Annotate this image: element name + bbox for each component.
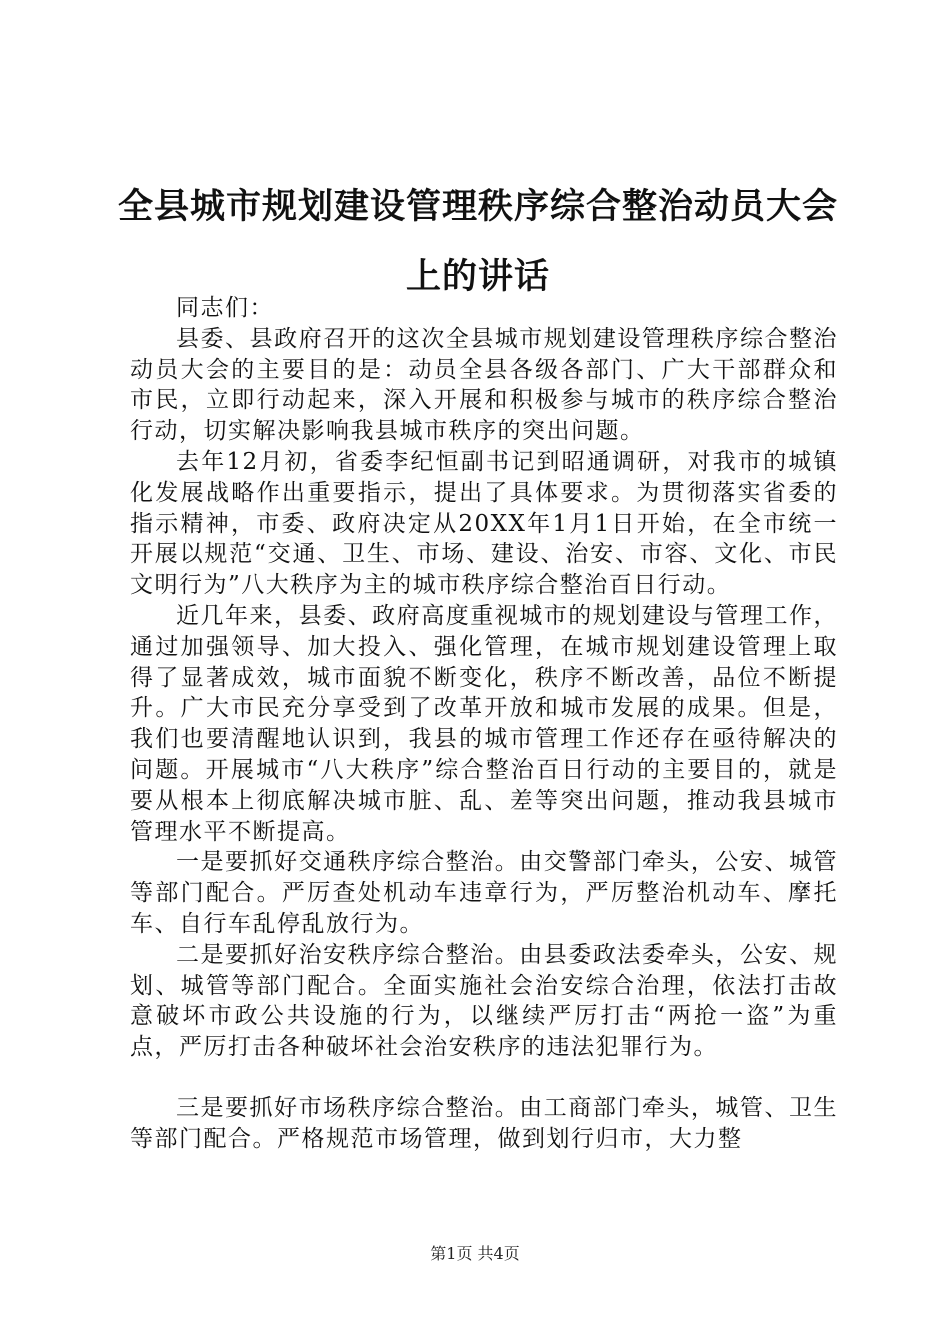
paragraph-3: 近几年来，县委、政府高度重视城市的规划建设与管理工作，通过加强领导、加大投入、强化管理，在城市规划建设管理上取得了显著成效，城市面貌不断变化，秩序不断改善，品位不断提升。广大市民充分享受到了改革开放和城市发展的成果。但是，我们也要清醒地认识到，我县的城市管理工作还存在亟待解决的问题。开展城市“八大秩序”综合整治百日行动的主要目的，就是要从根本上彻底解决城市脏、乱、差等突出问题，推动我县城市管理水平不断提高。 xyxy=(130,602,838,845)
document-body xyxy=(130,293,838,1155)
paragraph-2: 去年12月初，省委李纪恒副书记到昭通调研，对我市的城镇化发展战略作出重要指示，提出了具体要求。为贯彻落实省委的指示精神，市委、政府决定从20XX年1月1日开始，在全市统一开展以规范“交通、卫生、市场、建设、治安、市容、文化、市民文明行为”八大秩序为主的城市秩序综合整治百日行动。 xyxy=(130,448,838,599)
page-number-footer: 第1页 共4页 xyxy=(430,1244,520,1263)
salutation: 同志们： xyxy=(176,295,274,321)
title-line-2: 上的讲话 xyxy=(405,257,550,297)
paragraph-6: 三是要抓好市场秩序综合整治。由工商部门牵头，城管、卫生等部门配合。严格规范市场管理，做到划行归市，大力整 xyxy=(130,1094,838,1152)
paragraph-1: 县委、县政府召开的这次全县城市规划建设管理秩序综合整治动员大会的主要目的是：动员全县各级各部门、广大干部群众和市民，立即行动起来，深入开展和积极参与城市的秩序综合整治行动，切实解决影响我县城市秩序的突出问题。 xyxy=(130,325,838,445)
document-title xyxy=(118,172,838,312)
paragraph-4: 一是要抓好交通秩序综合整治。由交警部门牵头，公安、城管等部门配合。严厉查处机动车违章行为，严厉整治机动车、摩托车、自行车乱停乱放行为。 xyxy=(130,849,838,937)
title-line-1: 全县城市规划建设管理秩序综合整治动员大会 xyxy=(118,187,839,227)
paragraph-5: 二是要抓好治安秩序综合整治。由县委政法委牵头，公安、规划、城管等部门配合。全面实施社会治安综合治理，依法打击故意破坏市政公共设施的行为，以继续严厉打击“两抢一盗”为重点，严厉打击各种破坏社会治安秩序的违法犯罪行为。 xyxy=(130,941,838,1061)
